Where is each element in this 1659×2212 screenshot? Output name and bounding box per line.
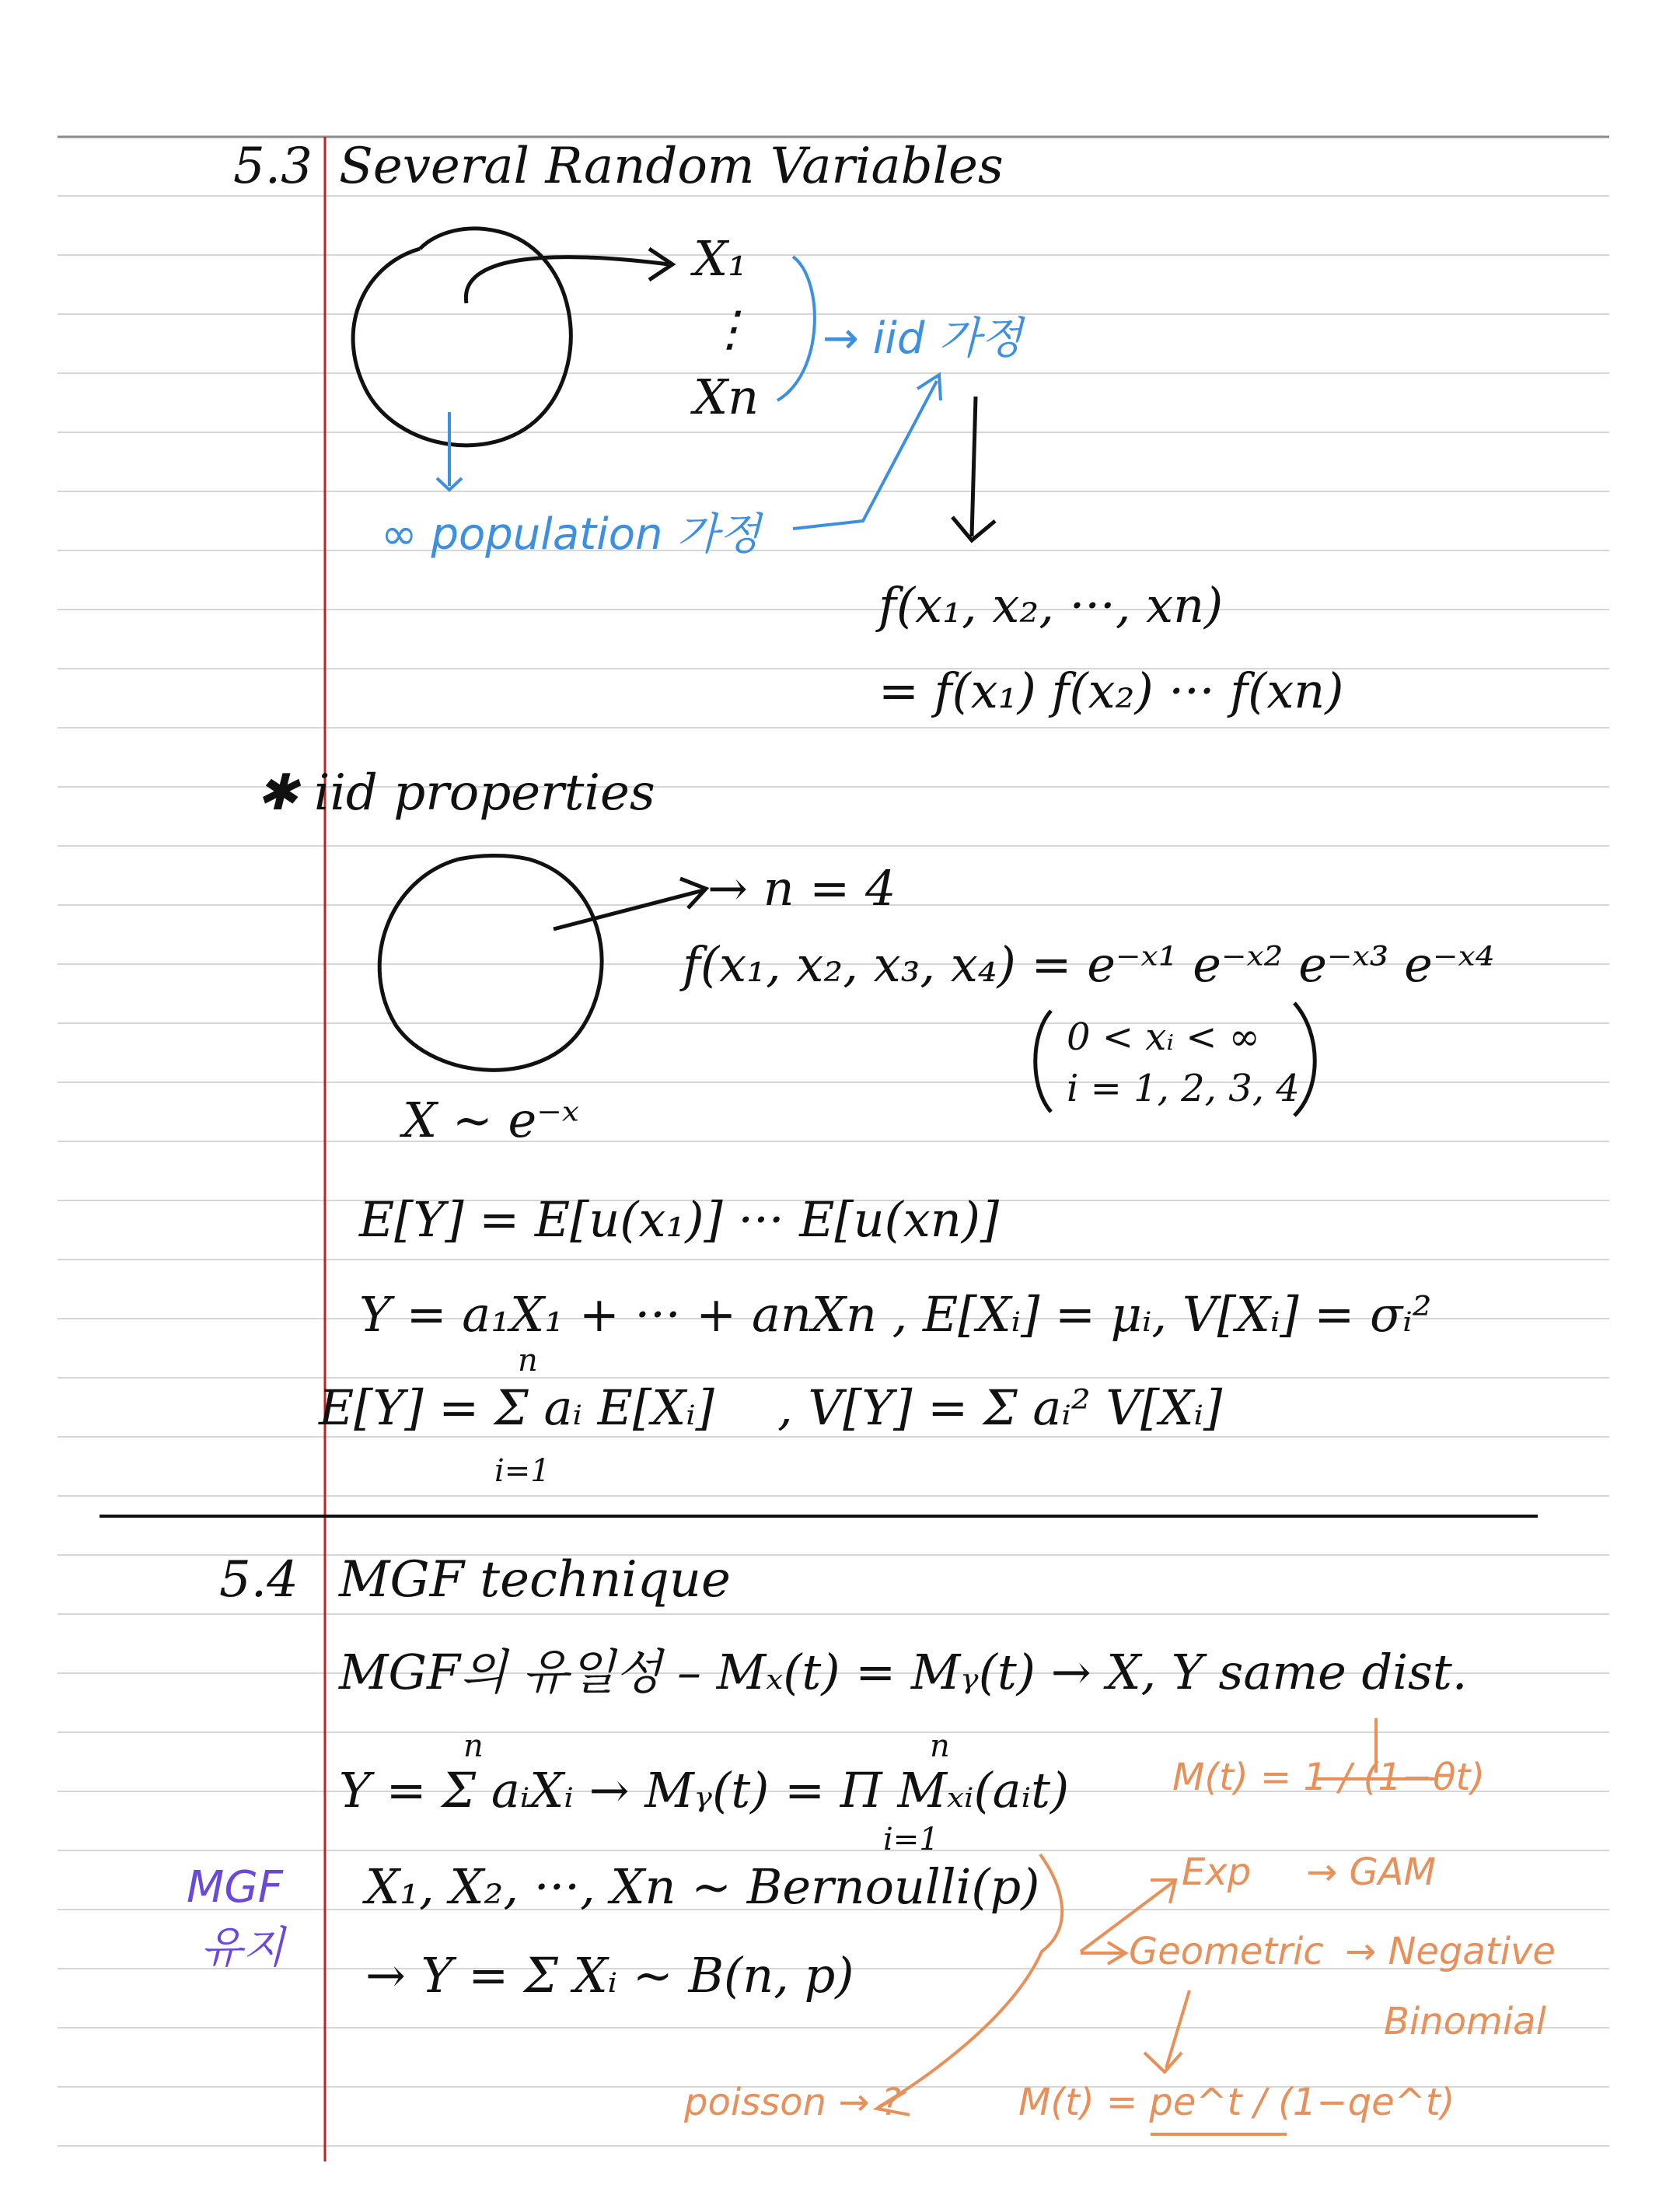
sample-arrow [466, 257, 669, 303]
margin-note-keep: 유지 [201, 1923, 285, 1973]
variance-formula: , V[Y] = Σ aᵢ² V[Xᵢ] [777, 1379, 1223, 1436]
mean-formula: E[Y] = Σ aᵢ E[Xᵢ] [319, 1379, 714, 1436]
geometric-down-arrow [1144, 1990, 1189, 2072]
section-title: Several Random Variables [339, 138, 1004, 195]
section-number: 5.3 [233, 138, 313, 195]
iid-properties-heading: ✱ iid properties [257, 764, 655, 822]
expectation-product: E[Y] = E[u(x₁)] ··· E[u(xn)] [359, 1191, 1000, 1248]
mgf-of-sum: Y = Σ aᵢXᵢ → Mᵧ(t) = Π Mₓᵢ(aᵢt) [339, 1762, 1070, 1819]
bernoulli-sample: X₁, X₂, ···, Xn ~ Bernoulli(p) [365, 1858, 1040, 1915]
mgf-sum-upper: n [463, 1728, 484, 1764]
negative-binomial-label-1: → Negative [1345, 1930, 1556, 1973]
binomial-result: → Y = Σ Xᵢ ~ B(n, p) [365, 1947, 854, 2004]
poisson-note: poisson → ? [684, 2081, 902, 2124]
section-title-5-4: MGF technique [339, 1551, 731, 1609]
iid-n-arrow [554, 879, 706, 929]
support-condition-2: i = 1, 2, 3, 4 [1067, 1067, 1300, 1110]
joint-pdf-line-1: f(x₁, x₂, ···, xn) [878, 577, 1224, 634]
geometric-mgf: M(t) = pe^t / (1−qe^t) [1018, 2081, 1455, 2124]
mgf-uniqueness: MGF의 유일성 – Mₓ(t) = Mᵧ(t) → X, Y same dist. [339, 1644, 1468, 1700]
mgf-prod-lower: i=1 [883, 1822, 939, 1857]
negative-binomial-label-2: Binomial [1384, 2000, 1546, 2043]
sample-variable-first: X₁ [693, 230, 747, 287]
sample-variable-dots: ⋮ [706, 300, 754, 357]
iid-down-arrow [952, 397, 995, 540]
iid-sample-size: → n = 4 [707, 860, 896, 917]
mgf-prod-upper: n [930, 1728, 950, 1764]
population-to-iid-arrow [793, 381, 937, 529]
population-arrow-down [437, 412, 462, 490]
mean-sum-upper: n [518, 1343, 538, 1379]
linear-combination: Y = a₁X₁ + ··· + anXn , E[Xᵢ] = μᵢ, V[Xᵢ] = σᵢ² [359, 1286, 1432, 1343]
support-condition-1: 0 < xᵢ < ∞ [1067, 1015, 1260, 1059]
mean-sum-lower: i=1 [494, 1453, 550, 1489]
margin-note-mgf: MGF [187, 1862, 283, 1913]
gamma-label: → GAM [1306, 1850, 1436, 1894]
exp-mgf: M(t) = 1 / (1−θt) [1172, 1756, 1486, 1799]
population-circle [353, 229, 571, 446]
iid-distribution: X ~ e⁻ˣ [403, 1092, 579, 1148]
exp-label: Exp [1182, 1850, 1252, 1894]
support-paren-left [1036, 1011, 1051, 1112]
population-assumption-note: ∞ population 가정 [381, 509, 761, 560]
iid-circle [379, 855, 602, 1070]
iid-joint-pdf: f(x₁, x₂, x₃, x₄) = e⁻ˣ¹ e⁻ˣ² e⁻ˣ³ e⁻ˣ⁴ [683, 936, 1495, 993]
joint-pdf-line-2: = f(x₁) f(x₂) ··· f(xn) [878, 662, 1344, 719]
iid-assumption-note: → iid 가정 [823, 313, 1023, 364]
geometric-label: Geometric [1129, 1930, 1324, 1973]
sample-variable-last: Xn [693, 369, 760, 425]
section-number-5-4: 5.4 [219, 1551, 299, 1609]
sample-brace [777, 257, 815, 400]
